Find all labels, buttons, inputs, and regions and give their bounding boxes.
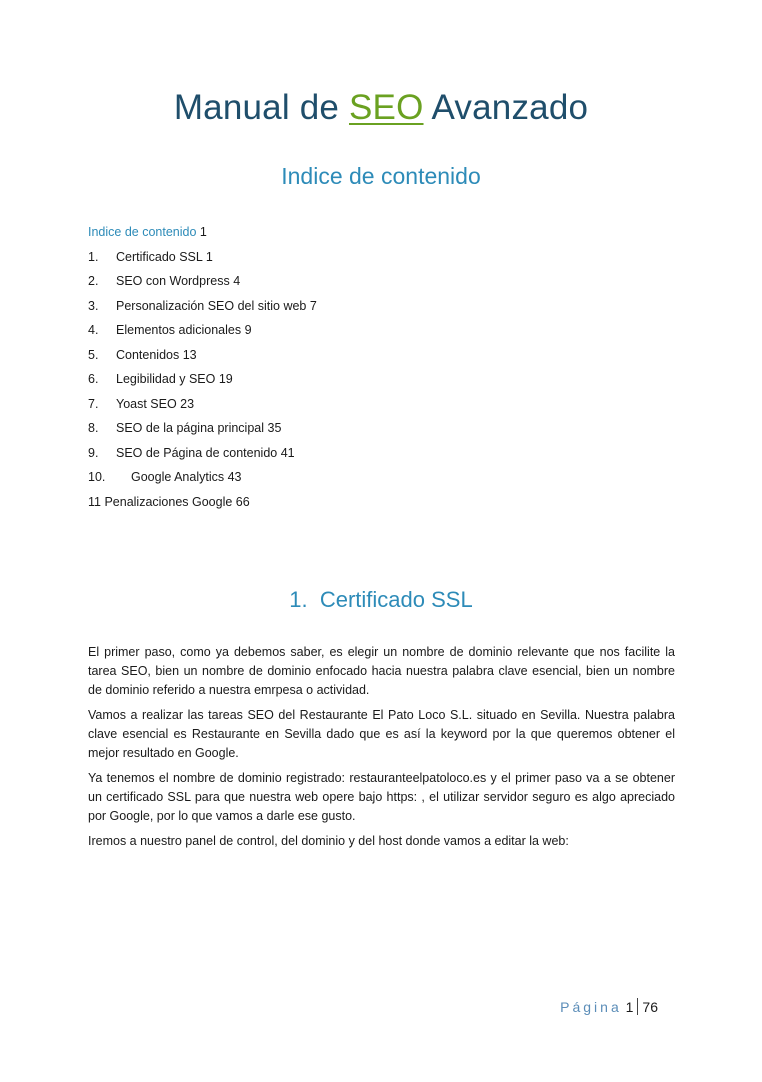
toc-entry-page: 41	[280, 445, 295, 460]
toc-entry-number: 10.	[88, 470, 106, 484]
toc-entry-label: Contenidos	[116, 347, 180, 362]
toc-entry-label: Elementos adicionales	[116, 323, 242, 337]
toc-entry[interactable]	[88, 416, 688, 441]
toc-entry-number: 1.	[88, 249, 99, 264]
toc-entry-label: SEO de la página principal	[116, 421, 265, 435]
toc-entry-number: 2.	[88, 274, 99, 288]
toc-entry-page: 1	[205, 249, 213, 264]
toc-entry-page: 1	[199, 225, 207, 239]
toc-entry-label: Personalización SEO del sitio web	[116, 298, 307, 313]
paragraph: Vamos a realizar las tareas SEO del Restaurante El Pato Loco S.L. situado en Sevilla. Nuestra palabra clave esencial es Restaurante en Sevilla dado que es así la keyword por la que queremos obtener el mejor resultado en Google.	[88, 708, 675, 760]
toc-entry[interactable]	[88, 269, 688, 294]
page-footer	[560, 998, 658, 1015]
footer-divider	[637, 998, 638, 1015]
toc-entry-page: 13	[182, 347, 197, 362]
section-heading: 1. Certificado SSL	[289, 587, 473, 612]
toc-entry[interactable]	[88, 294, 688, 319]
toc-entry-label: SEO con Wordpress	[116, 274, 230, 288]
paragraph: El primer paso, como ya debemos saber, es elegir un nombre de dominio relevante que nos facilite la tarea SEO, bien un nombre de dominio enfocado hacia nuestra palabra clave esencial, bien un nombre de dominio referido a nuestra emrpesa o actividad.	[88, 645, 675, 697]
title-prefix: Manual de	[173, 88, 349, 127]
toc-entry[interactable]	[88, 392, 688, 417]
toc-entry[interactable]	[88, 465, 688, 490]
toc-entry[interactable]	[88, 367, 688, 392]
toc-entry-label: Legibilidad y SEO	[116, 372, 216, 386]
toc-entry-label: Yoast SEO	[116, 396, 177, 411]
document-title	[0, 88, 762, 128]
toc-entry-label: Certificado SSL	[116, 249, 203, 264]
toc-heading: Indice de contenido	[281, 163, 481, 189]
toc-entry-page: 4	[233, 274, 241, 288]
paragraph: Ya tenemos el nombre de dominio registrado: restauranteelpatoloco.es y el primer paso va a se obtener un certificado SSL para que nuestra web opere bajo https: , el utilizar servidor seguro es algo apreciado por Google, por lo que vamos a darle ese gusto.	[88, 771, 675, 823]
toc-entry-page: 19	[218, 372, 233, 386]
toc-entry[interactable]	[88, 245, 688, 270]
toc-entry-last[interactable]	[88, 490, 688, 515]
paragraph: Iremos a nuestro panel de control, del dominio y del host donde vamos a editar la web:	[88, 834, 569, 848]
title-seo-keyword: SEO	[349, 88, 424, 127]
toc-entry-number: 8.	[88, 421, 99, 435]
toc-entry-number: 9.	[88, 445, 99, 460]
toc-entry-number: 5.	[88, 347, 99, 362]
table-of-contents	[88, 220, 688, 514]
footer-page-total: 76	[642, 999, 658, 1015]
toc-entry-number: 3.	[88, 298, 99, 313]
toc-entry-page: 23	[180, 396, 195, 411]
toc-entry-number: 7.	[88, 396, 99, 411]
toc-entry[interactable]	[88, 318, 688, 343]
toc-entry[interactable]	[88, 441, 688, 466]
toc-entry-label: Google Analytics	[131, 470, 225, 484]
toc-entry-label: Indice de contenido	[88, 225, 197, 239]
toc-entry-label: 11 Penalizaciones Google 66	[88, 494, 250, 509]
footer-page-number: 1	[625, 999, 634, 1015]
footer-page-label: Página	[560, 999, 622, 1015]
title-suffix: Avanzado	[423, 88, 589, 127]
section-body	[88, 643, 675, 857]
toc-entry-top[interactable]	[88, 220, 688, 245]
toc-entry-page: 9	[244, 323, 252, 337]
toc-entry[interactable]	[88, 343, 688, 368]
toc-entry-page: 35	[267, 421, 282, 435]
toc-entry-number: 4.	[88, 323, 99, 337]
toc-entry-number: 6.	[88, 372, 99, 386]
toc-entry-page: 7	[309, 298, 317, 313]
toc-entry-label: SEO de Página de contenido	[116, 445, 278, 460]
toc-entry-page: 43	[227, 470, 242, 484]
